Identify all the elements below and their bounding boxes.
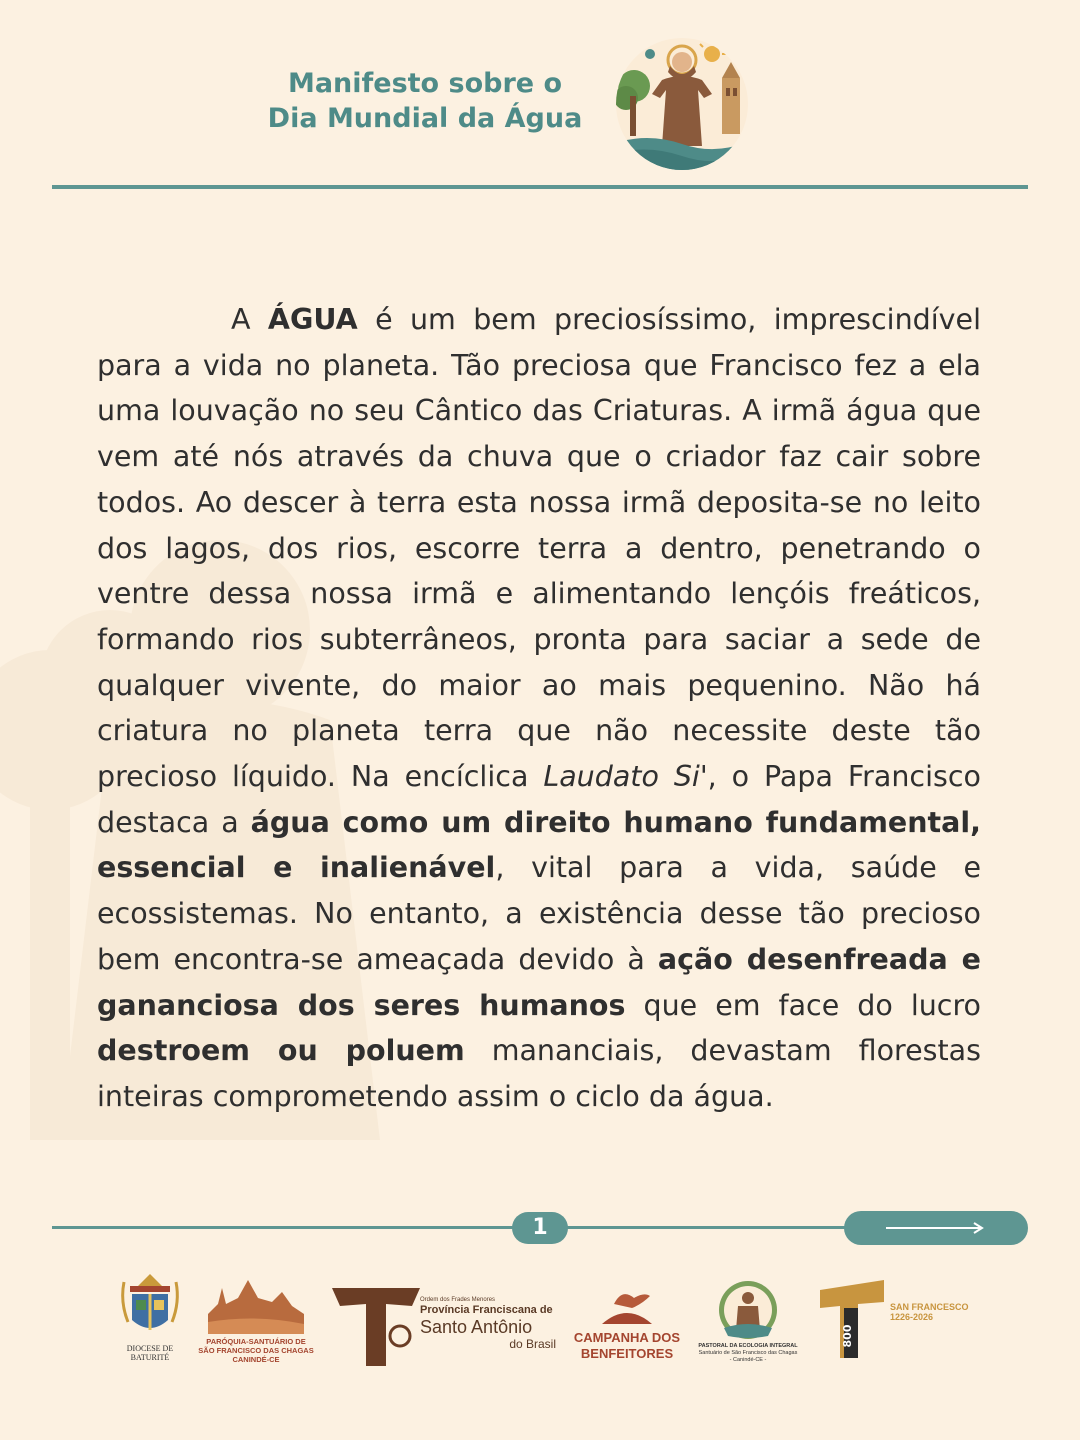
provincia-line-2: Santo Antônio (420, 1317, 533, 1337)
text-segment-bold: ÁGUA (267, 303, 358, 336)
text-segment-bold: destroem ou poluem (97, 1034, 465, 1068)
campanha-line-2: BENFEITORES (580, 1346, 674, 1361)
provincia-line-1: Província Franciscana de (420, 1304, 553, 1316)
header-divider (52, 185, 1028, 189)
paroquia-line-1: PARÓQUIA-SANTUÁRIO DE (206, 1337, 306, 1346)
text-segment: , o Papa Francisco destaca a (97, 760, 981, 839)
text-segment: é um bem preciosíssimo, imprescindível para a vida no planeta. Tão preciosa que Francisco fez a ela uma louvação no seu Cântico das Criaturas. A irmã água que vem até nós através da chuva que o criador faz cair sobre todos. Ao descer à terra esta nossa irmã deposita-se no leito dos lagos, dos rios, escorre terra a dentro, penetrando o ventre dessa nossa irmã e alimentando lençóis freáticos, formando rios subterrâneos, pronta para saciar a sede de qualquer vivente, do maior ao mais pequenino. Não há criatura no planeta terra que não necessite deste tão precioso líquido. Na encíclica (97, 303, 981, 794)
paroquia-line-3: CANINDÉ-CE (232, 1355, 280, 1364)
pastoral-line-3: - Canindé-CE - (729, 1357, 767, 1363)
saint-francis-logo (612, 36, 752, 172)
page-title (230, 66, 620, 136)
arrow-right-icon (886, 1220, 986, 1236)
text-segment-bold: ação desenfreada e gananciosa dos seres humanos (97, 942, 981, 1022)
campanha-line-1: CAMPANHA DOS (573, 1330, 681, 1345)
pastoral-line-1: PASTORAL DA ECOLOGIA INTEGRAL (698, 1343, 798, 1349)
pastoral-ecologia-icon (718, 1280, 778, 1340)
tau-cross-icon (332, 1280, 420, 1366)
san-francesco-label (890, 1302, 970, 1322)
partner-logos (0, 1260, 1080, 1380)
diocese-label: DIOCESE DE BATURITÉ (126, 1344, 174, 1362)
campanha-label (572, 1330, 682, 1362)
next-page-button[interactable] (844, 1211, 1028, 1245)
basilica-icon (208, 1274, 304, 1334)
text-segment-italic: Laudato Si' (543, 760, 708, 794)
text-segment: mananciais, devastam florestas inteiras comprometendo assim o ciclo da água. (97, 1034, 981, 1113)
text-segment: A (231, 303, 268, 336)
paroquia-label (196, 1337, 316, 1364)
text-segment-bold: água como um direito humano fundamental, essencial e inalienável (97, 805, 981, 885)
manifesto-body-text (97, 297, 981, 1120)
text-segment: que em face do lucro (625, 988, 981, 1022)
title-line-1: Manifesto sobre o (287, 68, 563, 99)
san-francesco-800-icon (814, 1280, 886, 1360)
san-francesco-line-2: 1226-2026 (890, 1312, 934, 1322)
page-number-badge: 1 (512, 1212, 568, 1244)
provincia-line-3: do Brasil (509, 1337, 556, 1351)
campanha-dove-icon (598, 1284, 656, 1328)
sf-800-number: 800 (841, 1324, 854, 1348)
provincia-label (420, 1296, 560, 1351)
text-segment: , vital para a vida, saúde e ecossistemas. No entanto, a existência desse tão precioso bem encontra-se ameaçada devido à (97, 851, 981, 976)
provincia-small-line: Ordem dos Frades Menores (420, 1297, 496, 1303)
paroquia-line-2: SÃO FRANCISCO DAS CHAGAS (198, 1346, 314, 1355)
diocese-crest-icon (118, 1272, 182, 1346)
pastoral-line-2: Santuário de São Francisco das Chagas (698, 1350, 798, 1356)
footer-divider (52, 1226, 852, 1229)
pastoral-label (690, 1343, 806, 1364)
title-line-2: Dia Mundial da Água (267, 103, 583, 134)
san-francesco-line-1: SAN FRANCESCO (890, 1302, 969, 1312)
